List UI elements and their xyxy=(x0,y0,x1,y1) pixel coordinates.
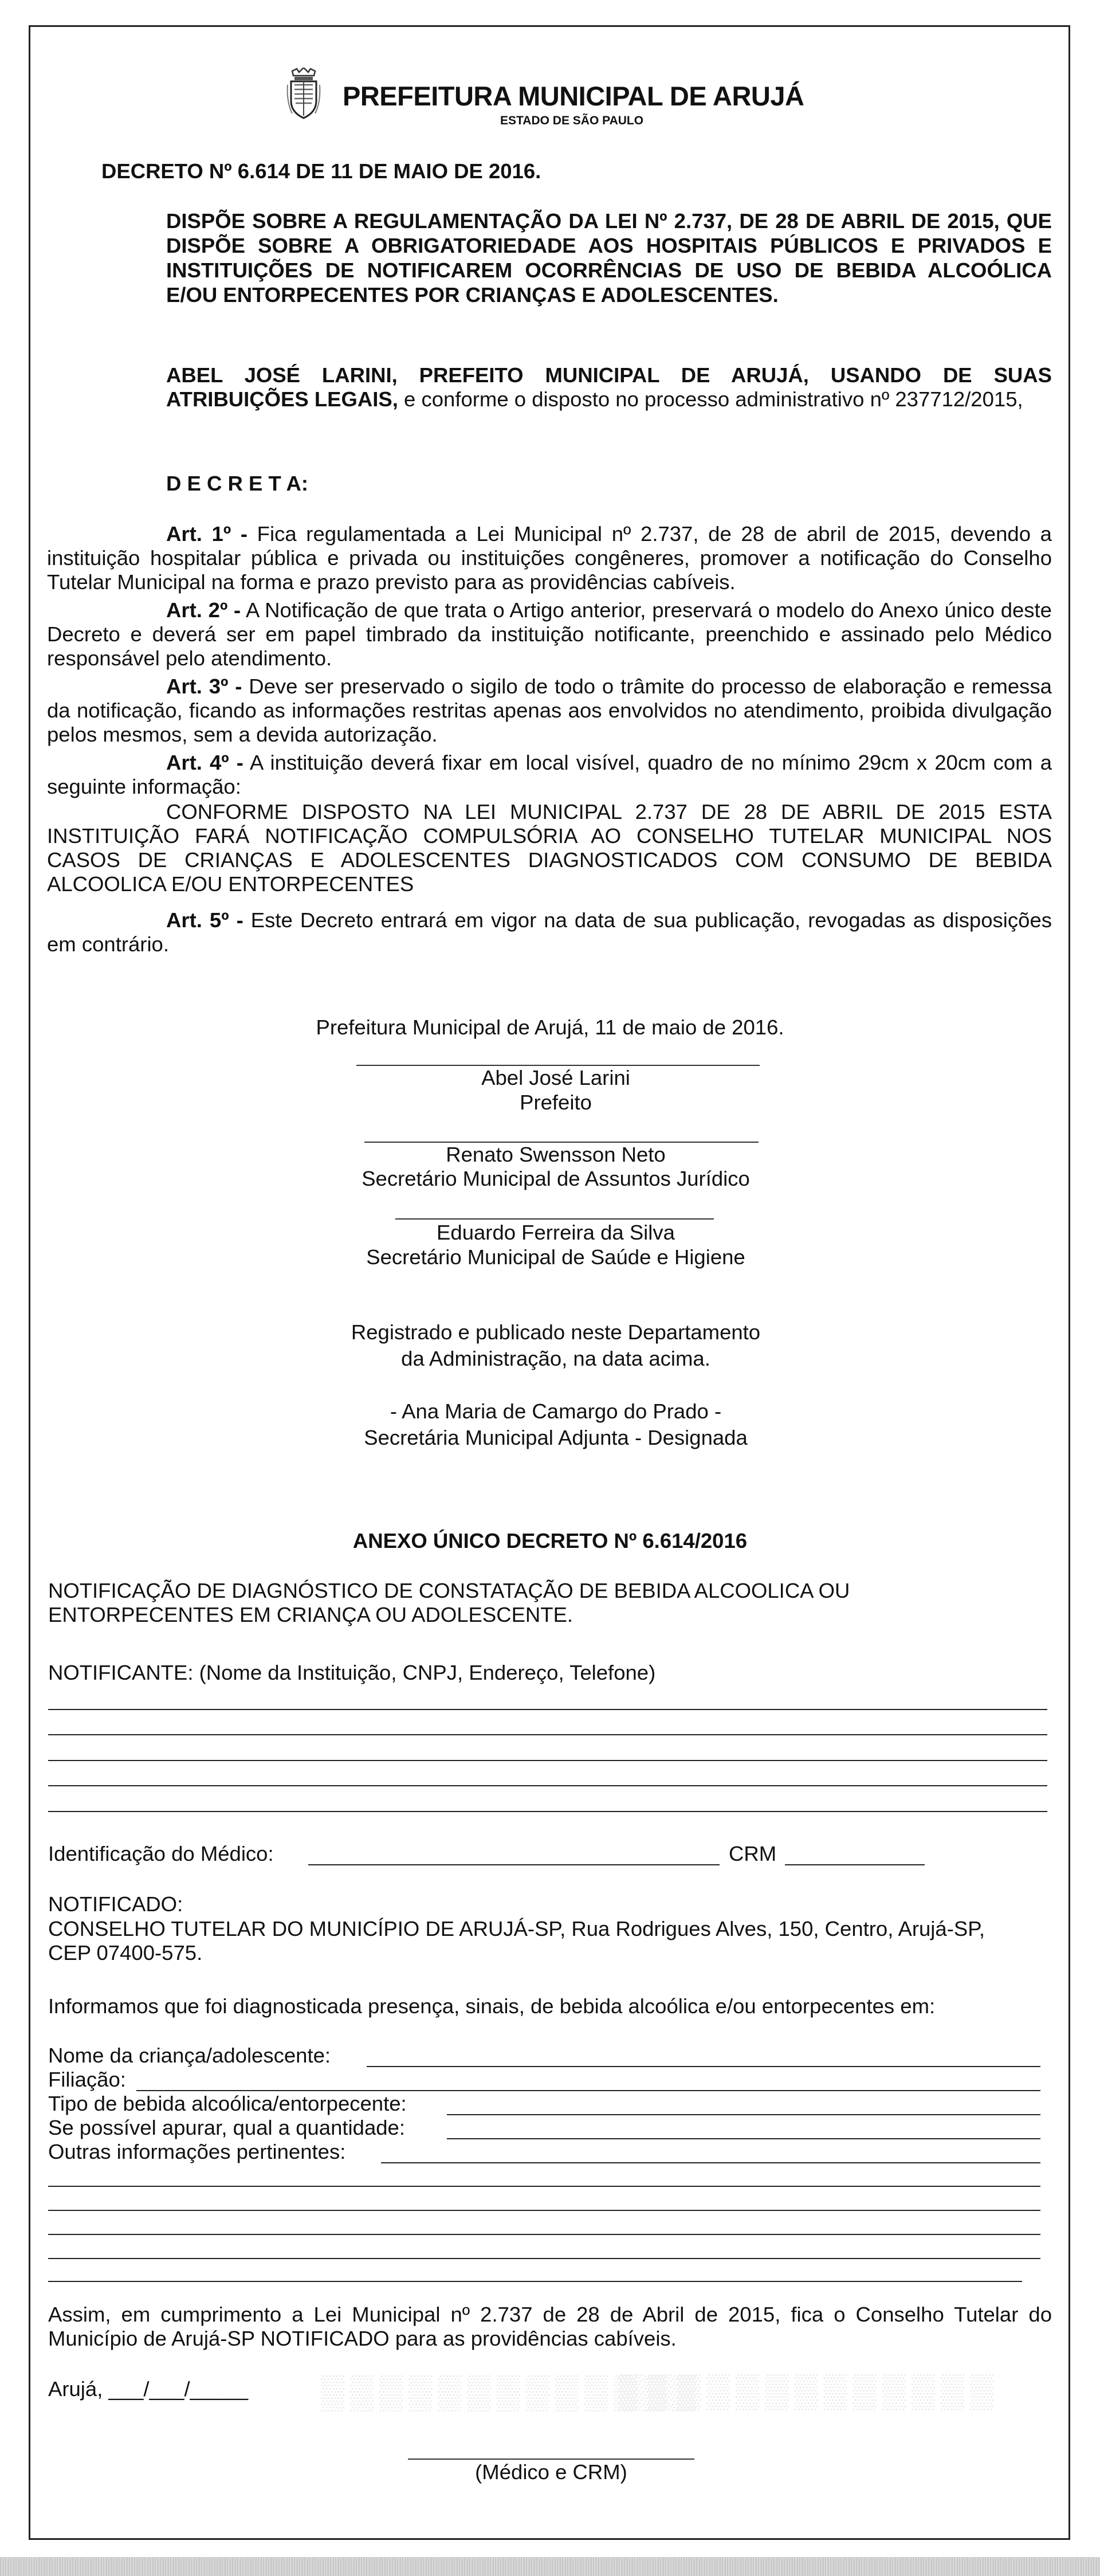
date-line xyxy=(48,2377,248,2401)
notificado-label: NOTIFICADO: xyxy=(48,1892,183,1916)
notificante-line-3[interactable] xyxy=(48,1760,1047,1761)
article-1-label: Art. 1º - xyxy=(166,522,247,546)
decree-ementa: DISPÕE SOBRE A REGULAMENTAÇÃO DA LEI Nº 2.737, DE 28 DE ABRIL DE 2015, QUE DISPÕE SOBRE A OBRIGATORIEDADE AOS HOSPITAIS PÚBLICOS E PRIVADOS E INSTITUIÇÕES DE NOTIFICAREM OCORRÊNCIAS DE USO DE BEBIDA ALCOÓLICA E/OU ENTORPECENTES POR CRIANÇAS E ADOLESCENTES. xyxy=(166,209,1052,307)
signer-1-name: Abel José Larini xyxy=(481,1066,630,1089)
field-filiacao-label: Filiação: xyxy=(48,2068,126,2091)
article-4-text: A instituição deverá fixar em local visível, quadro de no mínimo 29cm x 20cm com a seguinte informação: xyxy=(47,751,1052,798)
field-nome-line[interactable] xyxy=(367,2066,1040,2067)
decree-number: DECRETO Nº 6.614 DE 11 DE MAIO DE 2016. xyxy=(101,159,541,183)
article-4-label: Art. 4º - xyxy=(166,751,243,774)
date-blank[interactable]: ___/___/_____ xyxy=(108,2377,249,2401)
outras-line-3[interactable] xyxy=(48,2210,1040,2211)
article-2-text: A Notificação de que trata o Artigo anterior, preservará o modelo do Anexo único deste Decreto e deverá ser em papel timbrado da instituição notificante, preenchido e assinado pelo Médico responsável pelo atendimento. xyxy=(47,598,1052,670)
faded-stamp-left: ▒▒▒▒▒▒▒▒▒▒▒▒▒ xyxy=(321,2373,702,2410)
signer-1-role: Prefeito xyxy=(520,1091,592,1114)
faded-stamp-right: ▒▒▒▒▒▒▒▒▒▒▒▒▒ xyxy=(619,2372,1000,2409)
signer-3-role: Secretário Municipal de Saúde e Higiene xyxy=(366,1245,745,1269)
preamble-text: e conforme o disposto no processo administrativo nº 237712/2015, xyxy=(398,387,1023,411)
notificante-line-5[interactable] xyxy=(48,1811,1047,1812)
municipality-title: PREFEITURA MUNICIPAL DE ARUJÁ xyxy=(343,81,804,111)
crm-field[interactable] xyxy=(785,1864,925,1865)
field-quantidade-label: Se possível apurar, qual a quantidade: xyxy=(48,2116,405,2139)
decree-preamble xyxy=(166,363,1052,411)
article-5-text: Este Decreto entrará em vigor na data de sua publicação, revogadas as disposições em contrário. xyxy=(47,908,1052,956)
signer-4-role: Secretária Municipal Adjunta - Designada xyxy=(364,1426,748,1449)
notificante-line-2[interactable] xyxy=(48,1734,1047,1735)
outras-line-5[interactable] xyxy=(48,2258,1040,2259)
article-1 xyxy=(47,522,1052,594)
field-nome-label: Nome da criança/adolescente: xyxy=(48,2044,331,2067)
article-1-text: Fica regulamentada a Lei Municipal nº 2.737, de 28 de abril de 2015, devendo a instituição hospitalar pública e privada ou instituições congêneres, promover a notificação do Conselho Tutelar Municipal na forma e prazo previsto para as providências cabíveis. xyxy=(47,522,1052,594)
crm-label: CRM xyxy=(729,1842,777,1865)
signature-line-3 xyxy=(395,1218,714,1220)
article-4 xyxy=(47,751,1052,799)
date-prefix: Arujá, xyxy=(48,2377,103,2401)
field-outras-line[interactable] xyxy=(381,2162,1040,2163)
registration-line-1: Registrado e publicado neste Departamento xyxy=(351,1320,761,1344)
article-5 xyxy=(47,908,1052,956)
outras-line-2[interactable] xyxy=(48,2186,1040,2187)
field-tipo-line[interactable] xyxy=(447,2114,1040,2115)
signer-4-name: - Ana Maria de Camargo do Prado - xyxy=(390,1399,722,1423)
field-tipo-label: Tipo de bebida alcoólica/entorpecente: xyxy=(48,2092,407,2115)
field-filiacao-line[interactable] xyxy=(136,2090,1040,2091)
preamble-author: ABEL JOSÉ LARINI, PREFEITO MUNICIPAL DE ARUJÁ, USANDO DE SUAS ATRIBUIÇÕES LEGAIS, xyxy=(166,363,1052,411)
doctor-signature-line[interactable] xyxy=(408,2459,694,2460)
article-4-notice: CONFORME DISPOSTO NA LEI MUNICIPAL 2.737 DE 28 DE ABRIL DE 2015 ESTA INSTITUIÇÃO FARÁ NOTIFICAÇÃO COMPULSÓRIA AO CONSELHO TUTELAR MUNICIPAL NOS CASOS DE CRIANÇAS E ADOLESCENTES DIAGNOSTICADOS COM CONSUMO DE BEBIDA ALCOOLICA E/OU ENTORPECENTES xyxy=(47,800,1052,896)
annex-title: ANEXO ÚNICO DECRETO Nº 6.614/2016 xyxy=(352,1529,748,1552)
signer-2-name: Renato Swensson Neto xyxy=(446,1143,666,1166)
signer-2-role: Secretário Municipal de Assuntos Jurídico xyxy=(362,1167,750,1190)
outras-line-6[interactable] xyxy=(48,2281,1022,2282)
article-3 xyxy=(47,675,1052,747)
article-2-label: Art. 2º - xyxy=(166,598,241,622)
decreta-label: D E C R E T A: xyxy=(166,472,309,495)
coat-of-arms-icon xyxy=(286,68,321,120)
state-subtitle: ESTADO DE SÃO PAULO xyxy=(500,114,644,127)
notificante-label: NOTIFICANTE: (Nome da Instituição, CNPJ, Endereço, Telefone) xyxy=(48,1661,656,1684)
closing-text: Assim, em cumprimento a Lei Municipal nº 2.737 de 28 de Abril de 2015, fica o Conselho Tutelar do Município de Arujá-SP NOTIFICADO para as providências cabíveis. xyxy=(48,2303,1052,2350)
field-outras-label: Outras informações pertinentes: xyxy=(48,2140,346,2163)
notificado-text: CONSELHO TUTELAR DO MUNICÍPIO DE ARUJÁ-SP, Rua Rodrigues Alves, 150, Centro, Arujá-SP, CEP 07400-575. xyxy=(48,1917,985,1965)
scan-edge xyxy=(0,2557,1100,2576)
notificante-line-1[interactable] xyxy=(48,1709,1047,1710)
place-date: Prefeitura Municipal de Arujá, 11 de maio de 2016. xyxy=(316,1015,784,1039)
informamos-text: Informamos que foi diagnosticada presença, sinais, de bebida alcoólica e/ou entorpecentes em: xyxy=(48,1994,936,2018)
field-quantidade-line[interactable] xyxy=(447,2138,1040,2139)
doctor-signature-caption: (Médico e CRM) xyxy=(475,2460,627,2484)
registration-line-2: da Administração, na data acima. xyxy=(401,1347,710,1370)
notificante-line-4[interactable] xyxy=(48,1785,1047,1786)
article-5-label: Art. 5º - xyxy=(166,908,243,932)
outras-line-4[interactable] xyxy=(48,2234,1040,2235)
medico-label: Identificação do Médico: xyxy=(48,1842,274,1865)
annex-heading: NOTIFICAÇÃO DE DIAGNÓSTICO DE CONSTATAÇÃO DE BEBIDA ALCOOLICA OU ENTORPECENTES EM CRIANÇA OU ADOLESCENTE. xyxy=(48,1579,850,1626)
article-3-text: Deve ser preservado o sigilo de todo o trâmite do processo de elaboração e remessa da notificação, ficando as informações restritas apenas aos envolvidos no atendimento, proibida divulgação pelos mesmos, sem a devida autorização. xyxy=(47,675,1052,746)
medico-field[interactable] xyxy=(308,1864,720,1865)
article-2 xyxy=(47,598,1052,671)
article-3-label: Art. 3º - xyxy=(166,675,242,698)
signer-3-name: Eduardo Ferreira da Silva xyxy=(437,1221,675,1244)
